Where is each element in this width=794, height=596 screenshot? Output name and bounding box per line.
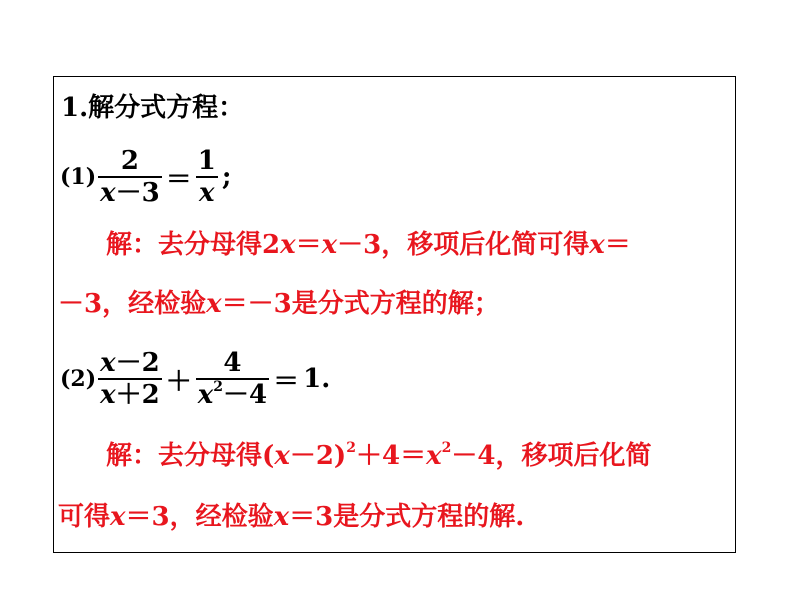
fraction-numerator: 4 [196, 348, 269, 380]
problem-1-equation: (1) $\frac{2}{x-3}$ ＝ $\frac{1}{x}$ ; [60, 146, 232, 208]
solution-2-line-1: 解：去分母得$(x-2)^2+4=x^2-4$，移项后化简 [106, 440, 652, 471]
fraction-denominator: x [199, 178, 215, 208]
solution-2-lead: 解： [106, 441, 159, 471]
fraction-denominator: $x^2-4$ [197, 379, 268, 410]
solution-1-lead: 解： [106, 230, 159, 260]
equals-sign: ＝ [165, 164, 192, 195]
problem-2-first-fraction [98, 348, 162, 410]
solution-2-line-2: 可得x＝3，经检验x＝3是分式方程的解. [58, 502, 525, 532]
problem-1-label: (1) [60, 164, 97, 190]
fraction-denominator: x＋2 [100, 380, 160, 410]
solution-1-line-1: 解：去分母得2x＝x－3，移项后化简可得x＝ [106, 230, 631, 260]
problem-2-equation: (2) $\frac{x-2}{x+2}$ ＋ $\frac{4}{x^2-4}$ ＝ 1. [60, 348, 331, 410]
fraction-denominator: x－3 [100, 178, 160, 208]
solution-1-line-2: －3，经检验x＝－3是分式方程的解； [58, 289, 500, 319]
problem-2-label: (2) [60, 366, 97, 392]
fraction-numerator: x－2 [100, 348, 160, 378]
problem-2-second-fraction [196, 348, 269, 410]
problem-1-lhs-fraction [98, 146, 162, 208]
exercise-title [61, 87, 244, 124]
fraction-numerator: 2 [98, 146, 162, 178]
problem-1-rhs-fraction [196, 146, 218, 208]
plus-sign: ＋ [165, 366, 192, 397]
fraction-numerator: 1 [197, 146, 216, 176]
equals-sign: ＝ [273, 366, 300, 397]
title-text: 1.解分式方程： [61, 93, 245, 123]
